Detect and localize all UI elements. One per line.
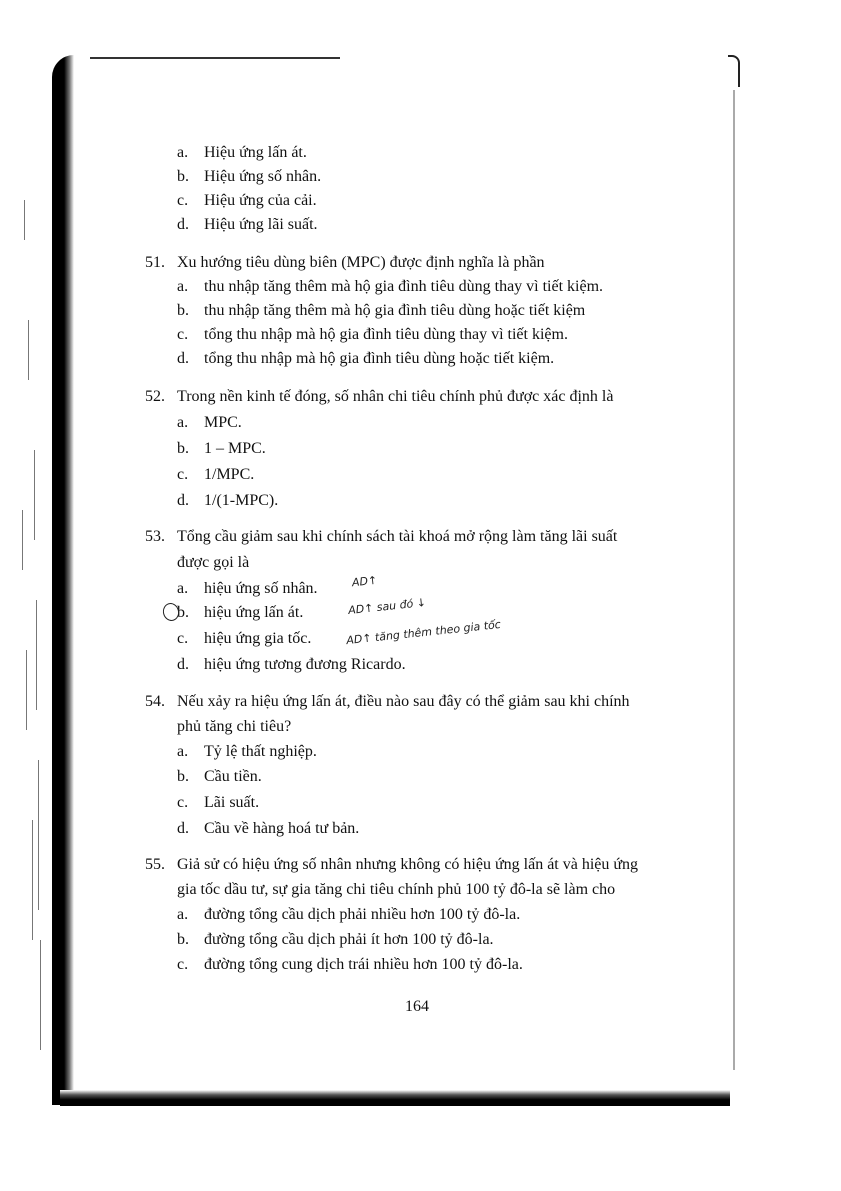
page-number: 164	[405, 998, 429, 1015]
handwritten-note: AD↑ tăng thêm theo gia tốc	[345, 617, 502, 648]
handwritten-note: AD↑	[351, 573, 378, 590]
page-content: a. Hiệu ứng lấn át. b. Hiệu ứng số nhân. c. Hiệu ứng của cải. d. Hiệu ứng lãi suất. 51. Xu hướng tiêu dùng biên (MPC) được định nghĩa là phần a. thu nhập tăng thêm mà hộ gia đình tiêu dùng thay vì tiết kiệm. b. thu nhập tăng thêm mà hộ gia đình tiêu dùng hoặc tiết kiệm c. tổng thu nhập mà hộ gia đình tiêu dùng thay vì tiết kiệm. d. tổng thu nhập mà hộ gia đình tiêu dùng hoặc tiết kiệm. 52. Trong nền kinh tế đóng, số nhân chi tiêu chính phủ được xác định là a. MPC. b. 1 – MPC. c. 1/MPC. d. 1/(1-MPC). 53. Tổng cầu giảm sau khi chính sách tài khoá mở rộng làm tăng lãi suất được gọi là a. hiệu ứng số nhân. b. hiệu ứng lấn át. c. hiệu ứng gia tốc. d. hiệu ứng tương đương Ricardo. AD↑ AD↑ sau đó ↓ AD↑ tăng thêm theo gia tốc 54. Nếu xảy ra hiệu ứng lấn át, điều nào sau đây có thể giảm sau khi chính phủ tăng chi tiêu? a. Tỷ lệ thất nghiệp. b. Cầu tiền. c. Lãi suất. d. Cầu về hàng hoá tư bản. 55. Giả sử có hiệu ứng số nhân nhưng không có hiệu ứng lấn át và hiệu ứng gia tốc dầu tư, sự gia tăng chi tiêu chính phủ 100 tỷ đô-la sẽ làm cho a. đường tổng cầu dịch phải nhiều hơn 100 tỷ đô-la. b. đường tổng cầu dịch phải ít hơn 100 tỷ đô-la. c. đường tổng cung dịch trái nhiều hơn 100 tỷ đô-la. 164	[145, 144, 639, 1015]
handwritten-note: AD↑ sau đó ↓	[347, 595, 427, 618]
